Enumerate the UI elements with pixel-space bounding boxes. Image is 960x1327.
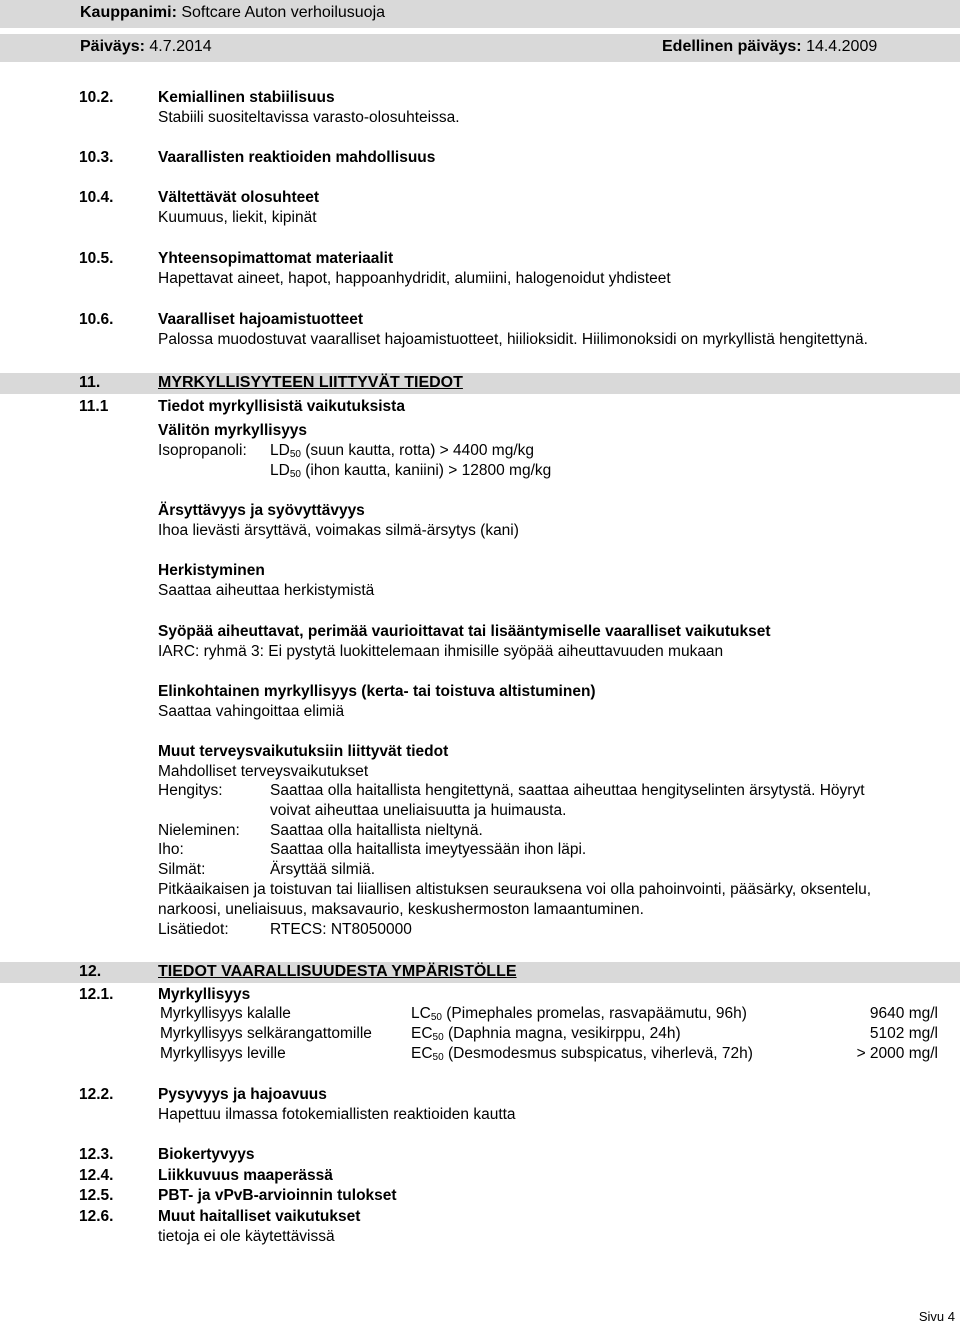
section-title: Vaaralliset hajoamistuotteet [158,311,364,328]
section-12-band [0,962,960,983]
paragraph: Pitkäaikaisen ja toistuvan tai liiallisen altistuksen seurauksena voi olla pahoinvointi, pääsärky, oksentelu, [158,881,872,898]
subheading: Välitön myrkyllisyys [158,422,308,439]
subheading: Syöpää aiheuttavat, perimää vaurioittavat tai lisääntymiselle vaaralliset vaikutukset [158,623,771,640]
section-title: Vältettävät olosuhteet [158,189,320,206]
field-label: Isopropanoli: [158,442,247,459]
paragraph: Saattaa vahingoittaa elimiä [158,703,345,720]
section-number: 10.5. [79,250,114,267]
subheading: Muut terveysvaikutuksiin liittyvät tiedot [158,743,449,760]
section-text: Palossa muodostuvat vaaralliset hajoamistuotteet, hiilioksidit. Hiilimonoksidi on myrkyllistä hengitettynä. [158,331,868,348]
field-label: Nieleminen: [158,822,240,839]
section-title: Pysyvyys ja hajoavuus [158,1086,327,1103]
section-text: Stabiili suositeltavissa varasto-olosuhteissa. [158,109,460,126]
section-title: Vaarallisten reaktioiden mahdollisuus [158,149,436,166]
trade-name-label: Kauppanimi: [80,4,177,21]
previous-date-value: 14.4.2009 [806,38,878,55]
field-value: Saattaa olla haitallista imeytyessään ihon läpi. [270,841,587,858]
ld50-oral: $LD_{50}$ (suun kautta, rotta) > 4400 mg/kg [270,442,535,460]
table-row-value: > 2000 mg/l [856,1045,938,1062]
section-title: Liikkuvuus maaperässä [158,1167,333,1184]
field-value: RTECS: NT8050000 [270,921,412,938]
section-11-title: MYRKYLLISYYTEEN LIITTYVÄT TIEDOT [158,374,463,391]
section-text: tietoja ei ole käytettävissä [158,1228,335,1245]
field-label: Iho: [158,841,184,858]
date-label: Päiväys: [80,38,145,55]
section-number: 11.1 [79,398,109,415]
table-row-label: Myrkyllisyys leville [160,1045,286,1062]
table-row-value: 5102 mg/l [869,1025,938,1042]
paragraph: Saattaa aiheuttaa herkistymistä [158,582,375,599]
section-number: 12.3. [79,1146,114,1163]
table-row-label: Myrkyllisyys selkärangattomille [160,1025,372,1042]
section-number: 12.2. [79,1086,114,1103]
ld50-dermal: $LD_{50}$ (ihon kautta, kaniini) > 12800 mg/kg [270,462,552,480]
section-text: Hapettuu ilmassa fotokemiallisten reaktioiden kautta [158,1106,516,1123]
section-number: 10.6. [79,311,114,328]
section-number: 10.4. [79,189,114,206]
section-title: Muut haitalliset vaikutukset [158,1208,361,1225]
field-label: Lisätiedot: [158,921,229,938]
section-number: 12.5. [79,1187,114,1204]
paragraph: Ihoa lievästi ärsyttävä, voimakas silmä-ärsytys (kani) [158,522,519,539]
table-row-desc: $EC_{50}$ (Desmodesmus subspicatus, viherlevä, 72h) [411,1045,753,1063]
section-title: Kemiallinen stabiilisuus [158,89,335,106]
date [80,38,212,56]
section-number: 12.4. [79,1167,114,1184]
section-number: 12.6. [79,1208,114,1225]
table-row-desc: $EC_{50}$ (Daphnia magna, vesikirppu, 24h) [411,1025,681,1043]
section-11-number: 11. [79,374,101,391]
date-value: 4.7.2014 [149,38,212,55]
section-title: PBT- ja vPvB-arvioinnin tulokset [158,1187,397,1204]
section-12-title: TIEDOT VAARALLISUUDESTA YMPÄRISTÖLLE [158,963,517,980]
section-title: Yhteensopimattomat materiaalit [158,250,394,267]
paragraph: Mahdolliset terveysvaikutukset [158,763,369,780]
field-label: Hengitys: [158,782,223,799]
subheading: Ärsyttävyys ja syövyttävyys [158,502,365,519]
section-12-number: 12. [79,963,102,980]
header-band-dates [0,34,960,62]
previous-date [662,38,877,56]
table-row-label: Myrkyllisyys kalalle [160,1005,291,1022]
section-title: Biokertyvyys [158,1146,255,1163]
section-11-band [0,373,960,394]
header-band-trade-name [0,0,960,28]
page-number: Sivu 4 [918,1309,955,1324]
trade-name [80,4,385,22]
subheading: Herkistyminen [158,562,265,579]
field-value: Saattaa olla haitallista hengitettynä, saattaa aiheuttaa hengityselinten ärsytystä. Höyryt [270,782,865,799]
paragraph: IARC: ryhmä 3: Ei pystytä luokittelemaan ihmisille syöpää aiheuttavuuden mukaan [158,643,724,660]
section-text: Kuumuus, liekit, kipinät [158,209,317,226]
table-row-desc: $LC_{50}$ (Pimephales promelas, rasvapäämutu, 96h) [411,1005,747,1023]
field-label: Silmät: [158,861,206,878]
field-value: Ärsyttää silmiä. [270,861,376,878]
paragraph: narkoosi, uneliaisuus, maksavaurio, keskushermoston lamaantuminen. [158,901,644,918]
subheading: Elinkohtainen myrkyllisyys (kerta- tai toistuva altistuminen) [158,683,596,700]
section-title: Myrkyllisyys [158,986,251,1003]
trade-name-value: Softcare Auton verhoilusuoja [181,4,386,21]
section-number: 10.2. [79,89,114,106]
section-number: 12.1. [79,986,114,1003]
field-value: Saattaa olla haitallista nieltynä. [270,822,483,839]
section-title: Tiedot myrkyllisistä vaikutuksista [158,398,405,415]
section-text: Hapettavat aineet, hapot, happoanhydridit, alumiini, halogenoidut yhdisteet [158,270,671,287]
table-row-value: 9640 mg/l [869,1005,938,1022]
section-number: 10.3. [79,149,114,166]
previous-date-label: Edellinen päiväys: [662,38,802,55]
field-value: voivat aiheuttaa uneliaisuutta ja huimausta. [270,802,567,819]
